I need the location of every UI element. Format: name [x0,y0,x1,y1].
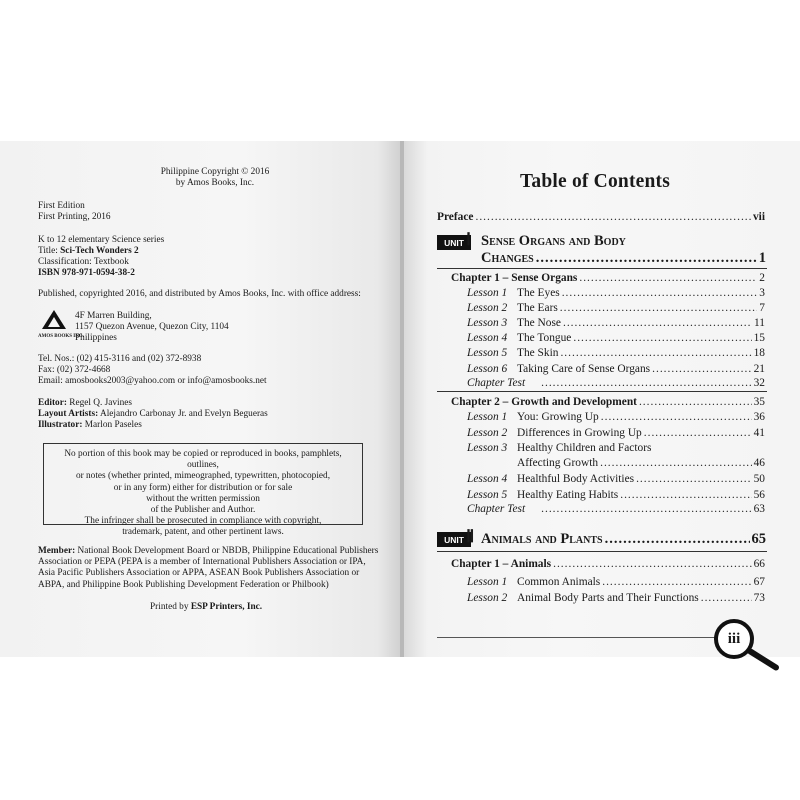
leader-dots [636,472,752,486]
page-number: 3 [759,287,765,299]
page-number: 46 [753,457,765,469]
printed-by-line [150,602,262,613]
notice-line: of the Publisher and Author. [150,505,256,516]
leader-dots [563,316,752,330]
lesson-title: Common Animals [517,576,601,588]
page-number: 56 [753,488,765,501]
unit-badge: UNIT [437,532,471,547]
publisher-logo [41,309,67,335]
address-line-3: Philippines [75,333,117,343]
lesson-title: Healthy Children and Factors [517,442,652,454]
page-number: 11 [754,317,765,330]
lesson-number: Lesson 5 [467,347,508,360]
leader-dots [600,456,752,470]
toc-entry-chapter[interactable] [451,271,765,285]
unit-one-title-line-1[interactable]: Sense Organs and Body [481,233,626,249]
page-number: 15 [753,332,765,345]
lesson-title: Differences in Growing Up [517,426,642,439]
chapter-test-label: Chapter Test [467,377,526,389]
address-line-1: 4F Marren Building, [75,311,152,321]
lesson-title: Healthful Body Activities [517,473,635,485]
magnifier-icon [714,619,754,659]
toc-entry-lesson[interactable] [467,472,765,486]
lesson-title: You: Growing Up [517,411,599,423]
leader-dots [560,301,758,315]
toc-entry-lesson[interactable] [467,346,765,360]
page-number: 41 [753,426,765,439]
page-number: 7 [759,302,765,315]
lesson-title: The Skin [517,347,559,360]
editor-label: Editor: [38,398,67,408]
lesson-title: The Tongue [517,332,572,345]
toc-entry-lesson[interactable] [467,410,765,424]
footer-rule [437,637,715,638]
layout-label: Layout Artists: [38,409,99,419]
member-line: Association or PEPA (PEPA is a member of International Publishers Association or IPA, [38,557,366,568]
leader-dots [605,531,750,547]
leader-dots [701,591,752,605]
toc-entry-lesson[interactable] [467,488,765,502]
toc-entry-lesson[interactable] [467,316,765,330]
lesson-number: Lesson 5 [467,488,508,501]
page-number: 66 [753,558,765,570]
tel: Tel. Nos.: (02) 415-3116 and (02) 372-8938 [38,354,202,364]
leader-dots [560,346,751,360]
member-label: Member: [38,546,76,556]
toc-entry-chapter[interactable] [451,557,765,571]
unit-numeral-two: Ⅱ [466,527,475,546]
toc-entry-chapter[interactable] [451,395,765,409]
notice-line: trademark, patent, and other pertinent laws. [122,527,284,538]
lesson-title: The Nose [517,317,561,330]
copyright-line: Philippine Copyright © 2016 [160,167,270,177]
toc-title: Table of Contents [520,171,671,192]
lesson-number: Lesson 2 [467,302,508,315]
unit-numeral-one: Ⅰ [466,230,472,249]
lesson-number: Lesson 4 [467,473,508,485]
page-number: 18 [753,347,765,360]
address-line-2: 1157 Quezon Avenue, Quezon City, 1104 [75,322,229,332]
lesson-number: Lesson 1 [467,411,508,423]
by-line-text: by Amos Books, Inc. [175,178,255,188]
lesson-title: Healthy Eating Habits [517,488,619,501]
title-value: Sci-Tech Wonders 2 [60,246,139,256]
unit-two-title-text: Animals and Plants [481,531,603,547]
lesson-title: Affecting Growth [517,457,599,469]
member-line: ABPA, and Philippine Book Publishing Development Federation or Philbook) [38,579,329,590]
lesson-title: The Eyes [517,287,560,299]
notice-line: No portion of this book may be copied or reproduced in books, pamphlets, outlines, [64,449,342,471]
lesson-number: Lesson 3 [467,317,508,330]
page-number: 1 [758,250,766,266]
page-number: 2 [759,272,765,284]
by-line [140,178,290,189]
chapter-label: Chapter 1 – Animals [451,558,552,570]
preface-label: Preface [437,211,474,223]
editor-name: Regel Q. Javines [66,398,132,408]
toc-entry-chapter-test[interactable] [467,502,765,516]
leader-dots [644,426,752,440]
lesson-title: Animal Body Parts and Their Functions [517,591,699,604]
unit-rule [437,551,767,552]
page-number: 50 [753,473,765,485]
toc-entry-lesson-3-line-2[interactable] [517,456,765,470]
unit-two-title[interactable] [481,531,766,547]
toc-entry-lesson[interactable] [467,426,765,440]
toc-entry-chapter-test[interactable] [467,376,765,390]
leader-dots [541,376,751,390]
lesson-number: Lesson 2 [467,426,508,439]
series: K to 12 elementary Science series [38,235,165,245]
leader-dots [652,362,751,376]
leader-dots [602,575,751,589]
leader-dots [541,502,751,516]
toc-entry-lesson-3-line-1[interactable] [467,441,765,455]
rights-notice-box [43,443,363,538]
lesson-number: Lesson 1 [467,576,508,588]
leader-dots [562,286,758,300]
leader-dots [553,557,752,571]
page-number: 21 [753,362,765,375]
lesson-number: Lesson 3 [467,442,508,454]
unit-one-title-text: Changes [481,250,534,266]
page-number: 63 [753,503,765,515]
title-label: Title: [38,246,61,256]
page-number: 35 [753,396,765,408]
notice-line: without the written permission [146,493,260,504]
lesson-title: The Ears [517,302,558,315]
toc-entry-lesson[interactable] [467,575,765,589]
isbn: ISBN 978-971-0594-38-2 [38,268,135,278]
member-line [38,546,383,557]
page-folio: iii [727,630,741,647]
illustrator-label: Illustrator: [38,420,83,430]
chapter-test-label: Chapter Test [467,503,526,515]
toc-entry-lesson[interactable] [467,331,765,345]
page-number: 73 [753,591,765,604]
printer-name: ESP Printers, Inc. [190,602,263,612]
page-number: 36 [753,411,765,423]
leader-dots [639,395,752,409]
leader-dots [536,250,757,266]
toc-entry-lesson[interactable] [467,286,765,300]
printing: First Printing, 2016 [38,212,111,222]
page-number: 67 [753,576,765,588]
printed-by-prefix: Printed by [150,602,191,612]
logo-text: AMOS BOOKS INC. [38,334,84,339]
illustrator-name: Marlon Paseles [82,420,142,430]
notice-line: or in any form) either for distribution or for sale [113,482,293,493]
unit-rule [437,268,767,269]
lesson-number: Lesson 4 [467,332,508,345]
lesson-number: Lesson 2 [467,591,508,604]
lesson-number: Lesson 6 [467,362,508,375]
chapter-label: Chapter 2 – Growth and Development [451,396,637,408]
layout-line [38,409,268,420]
lesson-number: Lesson 1 [467,287,508,299]
notice-line: The infringer shall be prosecuted in compliance with copyright, [84,516,322,527]
page-number: vii [752,211,765,223]
chapter-label: Chapter 1 – Sense Organs [451,272,578,284]
classification: Classification: Textbook [38,257,129,267]
leader-dots [573,331,751,345]
lesson-title: Taking Care of Sense Organs [517,362,651,375]
toc-entry-lesson[interactable] [467,301,765,315]
leader-dots [620,488,751,502]
toc-entry-preface[interactable] [437,210,765,224]
edition: First Edition [38,201,85,211]
toc-entry-lesson[interactable] [467,362,765,376]
illustrator-line [38,420,142,431]
member-block [38,546,383,591]
member-line: Asia Pacific Publishers Association or APPA, ASEAN Book Publishers Association or [38,568,360,579]
unit-one-title-line-2[interactable] [481,250,766,266]
layout-names: Alejandro Carbonay Jr. and Evelyn Begueras [98,409,268,419]
chapter-rule [437,391,767,392]
toc-entry-lesson[interactable] [467,591,765,605]
leader-dots [579,271,757,285]
title-line [38,246,139,257]
editor-line [38,398,132,409]
leader-dots [601,410,752,424]
page-number: 32 [753,377,765,389]
leader-dots [475,210,751,224]
member-text: National Book Development Board or NBDB, Philippine Educational Publishers [75,546,379,556]
notice-line: or notes (whether printed, mimeographed, typewritten, photocopied, [75,471,331,482]
fax: Fax: (02) 372-4668 [38,365,111,375]
page-number: 65 [751,531,766,547]
email: Email: amosbooks2003@yahoo.com or info@amosbooks.net [38,376,267,386]
unit-badge: UNIT [437,235,471,250]
published-line: Published, copyrighted 2016, and distributed by Amos Books, Inc. with office address: [38,289,361,299]
